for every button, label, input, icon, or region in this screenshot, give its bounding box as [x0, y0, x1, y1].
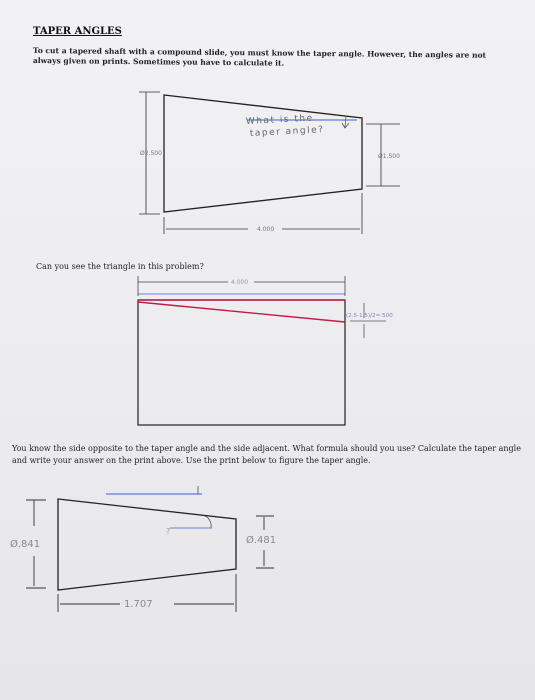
- fig1-taper-outline: [164, 95, 362, 212]
- fig2-top-dimension: 4.000: [231, 279, 249, 286]
- fig3-taper-outline: [58, 499, 236, 590]
- instruction-paragraph: You know the side opposite to the taper angle and the side adjacent. What formula should you use? Calculate the taper angle and write your answer on the print above. Use the print below to figure the taper angle.: [12, 444, 521, 465]
- figure-1-taper-drawing: [139, 92, 400, 234]
- fig1-handwritten-note-line1: What is the: [245, 113, 314, 127]
- fig3-right-dimension: Ø.481: [246, 535, 277, 546]
- figure-2-triangle-drawing: [138, 276, 393, 425]
- fig3-left-dimension: Ø.841: [10, 539, 41, 550]
- fig2-calculation: (2.5-1.5)/2=.500: [346, 313, 393, 319]
- fig2-red-hypotenuse: [138, 302, 345, 322]
- fig3-angle-mark: ?: [166, 527, 171, 536]
- fig1-left-dimension: Ø2.500: [140, 150, 162, 157]
- fig3-bottom-dimension: 1.707: [124, 599, 153, 610]
- figure-3-taper-drawing: [10, 486, 276, 612]
- fig1-handwritten-note-line2: taper angle?: [249, 125, 325, 139]
- page-title: TAPER ANGLES: [33, 26, 122, 37]
- fig1-right-dimension: Ø1.500: [378, 153, 400, 160]
- fig1-bottom-dimension: 4.000: [257, 226, 275, 233]
- intro-text: To cut a tapered shaft with a compound slide, you must know the taper angle. However, the angles are not always given on prints. Sometimes you have to calculate it.: [32, 46, 487, 68]
- question-text: Can you see the triangle in this problem?: [36, 262, 204, 271]
